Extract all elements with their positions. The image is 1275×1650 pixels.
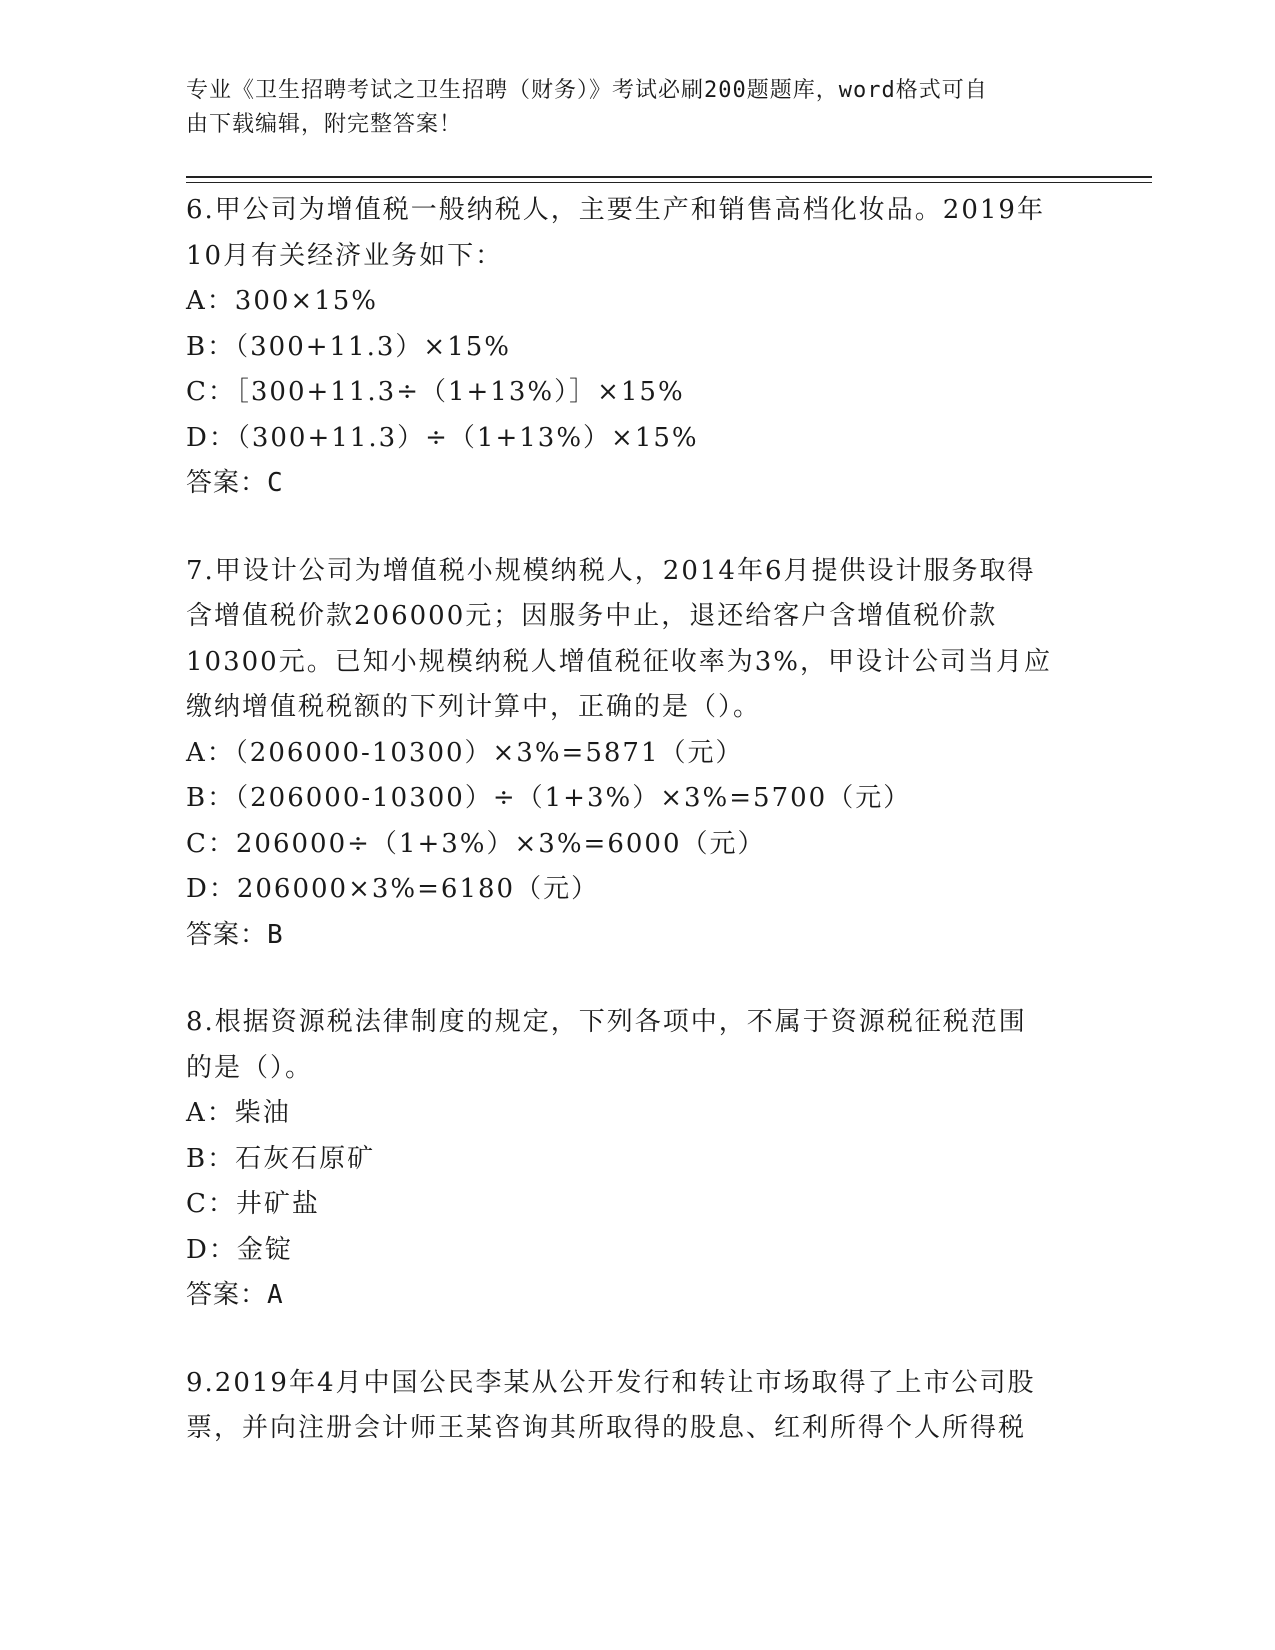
- question-stem-line: 的是（）。: [186, 1052, 314, 1083]
- question-stem-line: 票，并向注册会计师王某咨询其所取得的股息、红利所得个人所得税: [186, 1413, 1027, 1443]
- option-a: A：柴油: [186, 1098, 291, 1128]
- option-d: D：（300+11.3）÷（1+13%）×15%: [186, 422, 699, 453]
- option-a: A：（206000-10300）×3%=5871（元）: [186, 737, 744, 768]
- option-b: B：（206000-10300）÷（1+3%）×3%=5700（元）: [186, 783, 912, 813]
- question-stem-line: 缴纳增值税税额的下列计算中，正确的是（）。: [186, 692, 762, 722]
- option-b: B：（300+11.3）×15%: [186, 331, 511, 362]
- option-a: A：300×15%: [186, 286, 378, 316]
- question-stem-line: 9.2019年4月中国公民李某从公开发行和转让市场取得了上市公司股: [186, 1367, 1036, 1398]
- question-stem-line: 7.甲设计公司为增值税小规模纳税人，2014年6月提供设计服务取得: [186, 555, 1036, 586]
- option-b: B：石灰石原矿: [186, 1143, 376, 1174]
- option-c: C：［300+11.3÷（1+13%）］×15%: [186, 377, 685, 407]
- question-item: [186, 549, 1086, 959]
- question-stem-line: 8.根据资源税法律制度的规定，下列各项中，不属于资源税征税范围: [186, 1007, 1027, 1037]
- option-c: C：井矿盐: [186, 1189, 320, 1219]
- header-line-2: 由下载编辑，附完整答案！: [186, 112, 463, 137]
- answer-line: 答案：C: [186, 468, 284, 498]
- question-stem-line: 6.甲公司为增值税一般纳税人，主要生产和销售高档化妆品。2019年: [186, 195, 1045, 225]
- option-c: C：206000÷（1+3%）×3%=6000（元）: [186, 828, 766, 859]
- question-item: [186, 188, 1086, 507]
- page-header: [186, 74, 1066, 142]
- header-divider-thick: [186, 176, 1152, 178]
- question-list: [186, 188, 1086, 1494]
- question-item: [186, 1000, 1086, 1319]
- header-line-1: 专业《卫生招聘考试之卫生招聘（财务）》考试必刷200题题库，word格式可自: [186, 78, 988, 103]
- header-divider-thin: [186, 182, 1152, 183]
- question-stem-line: 10月有关经济业务如下：: [186, 240, 504, 271]
- question-stem-line: 含增值税价款206000元；因服务中止，退还给客户含增值税价款: [186, 601, 998, 631]
- question-item: [186, 1361, 1086, 1452]
- answer-line: 答案：B: [186, 919, 284, 950]
- question-stem-line: 10300元。已知小规模纳税人增值税征收率为3%，甲设计公司当月应: [186, 646, 1052, 677]
- option-d: D：金锭: [186, 1234, 293, 1265]
- option-d: D：206000×3%=6180（元）: [186, 874, 600, 904]
- answer-line: 答案：A: [186, 1280, 284, 1310]
